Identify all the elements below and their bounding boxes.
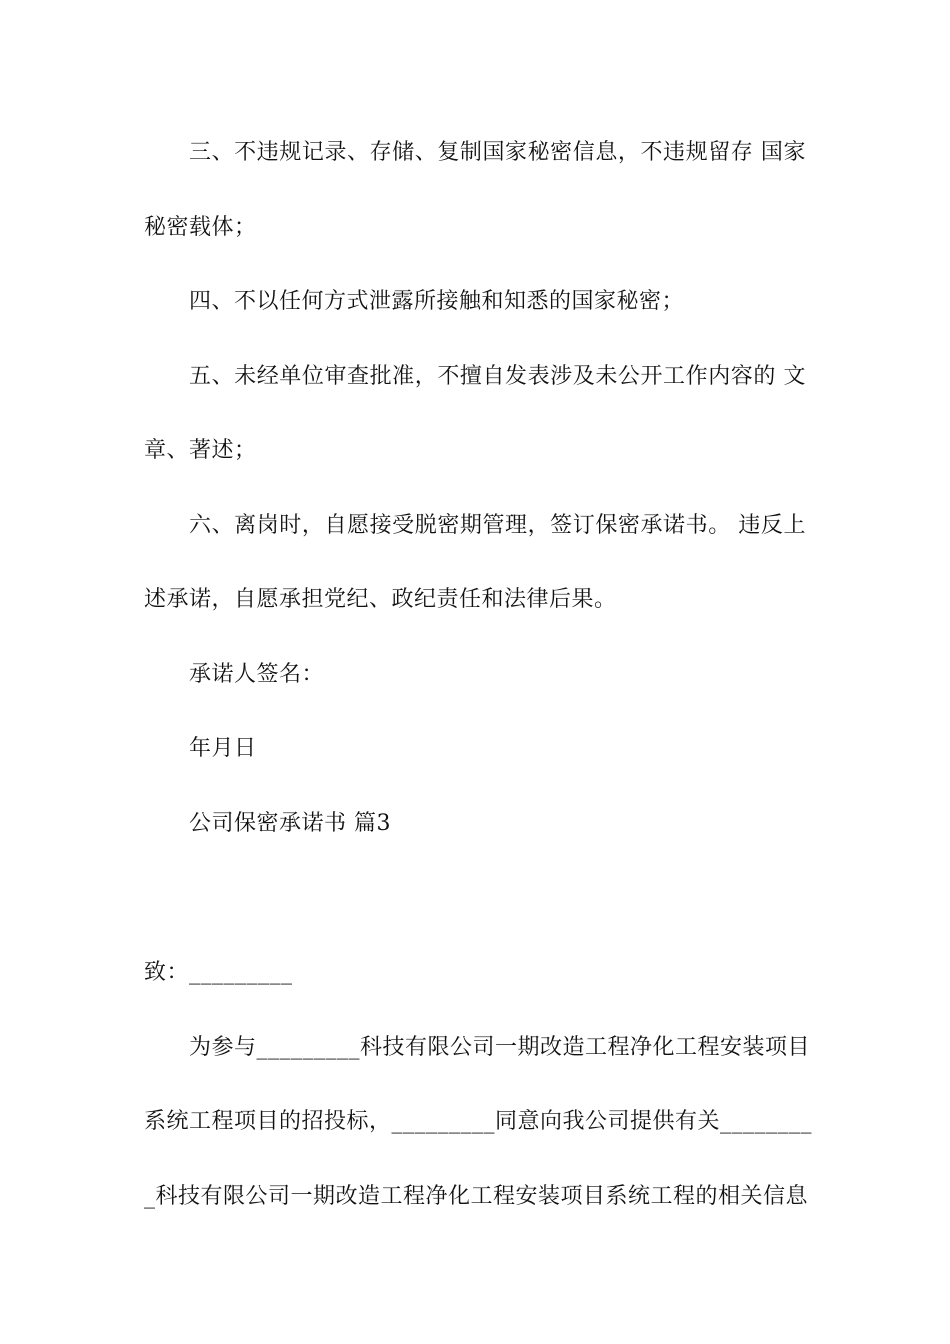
paragraph-line: 秘密载体；: [144, 215, 257, 240]
date-label: 年月日: [189, 736, 257, 761]
signature-label: 承诺人签名：: [189, 662, 325, 687]
section-title: 公司保密承诺书 篇3: [189, 811, 391, 836]
paragraph-line: 系统工程项目的招投标，_________同意向我公司提供有关________: [144, 1109, 813, 1134]
paragraph-line: 章、著述；: [144, 438, 257, 463]
paragraph-line: 六、离岗时，自愿接受脱密期管理，签订保密承诺书。 违反上: [189, 513, 806, 538]
salutation-line: 致：_________: [144, 960, 293, 985]
paragraph-line: 述承诺，自愿承担党纪、政纪责任和法律后果。: [144, 587, 617, 612]
paragraph-line: 三、不违规记录、存储、复制国家秘密信息，不违规留存 国家: [189, 140, 806, 165]
paragraph-line: 为参与_________科技有限公司一期改造工程净化工程安装项目: [189, 1035, 811, 1060]
paragraph-line: 四、不以任何方式泄露所接触和知悉的国家秘密；: [189, 289, 685, 314]
paragraph-line: _科技有限公司一期改造工程净化工程安装项目系统工程的相关信息: [144, 1184, 809, 1209]
paragraph-line: 五、未经单位审查批准，不擅自发表涉及未公开工作内容的 文: [189, 364, 806, 389]
